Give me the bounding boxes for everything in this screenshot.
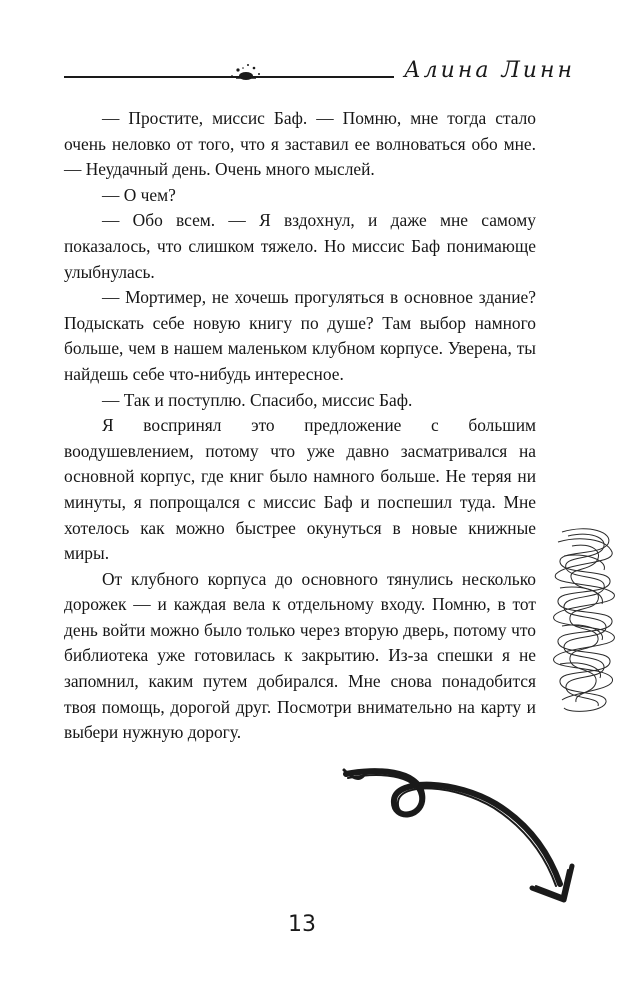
paragraph: — О чем? [102,184,176,205]
paragraph: — Простите, миссис Баф. — Помню, мне тогда стало очень неловко от того, что я заставил ее волноваться обо мне. — Неудачный день. Очень много мыслей. [64,108,536,180]
paragraph: — Так и поступлю. Спасибо, миссис Баф. [102,389,413,410]
paragraph: Я воспринял это предложение с большим воодушевлением, потому что уже давно засматривался на основной корпус, где книг было намного больше. Не теряя ни минуты, я попрощался с миссис Баф и поспешил туда. Мне хотелось как можно быстрее окунуться в новые книжные миры. [64,415,536,564]
ink-blot-icon [226,60,266,84]
paragraph: — Мортимер, не хочешь прогуляться в основное здание? Подыскать себе новую книгу по душе? Там выбор намного больше, чем в нашем маленьком клубном корпусе. Уверена, ты найдешь себе что-нибудь интересное. [64,287,536,384]
paragraph: От клубного корпуса до основного тянулись несколько дорожек — и каждая вела к отдельному входу. Помню, в тот день войти можно было только через вторую дверь, потому что библиотека уже готовилась к закрытию. Из-за спешки я не запомнил, каким путем добирался. Мне снова понадобится твоя помощь, дорогой друг. Посмотри внимательно на карту и выбери нужную дорогу. [64,568,536,743]
running-header-author: Алина Линн [404,58,575,83]
scribble-doodle-icon [548,522,620,722]
page-number: 13 [288,912,316,937]
paragraph: — Обо всем. — Я вздохнул, и даже мне самому показалось, что слишком тяжело. Но миссис Баф понимающе улыбнулась. [64,210,536,282]
curved-arrow-icon [336,760,582,910]
body-text [64,106,536,746]
